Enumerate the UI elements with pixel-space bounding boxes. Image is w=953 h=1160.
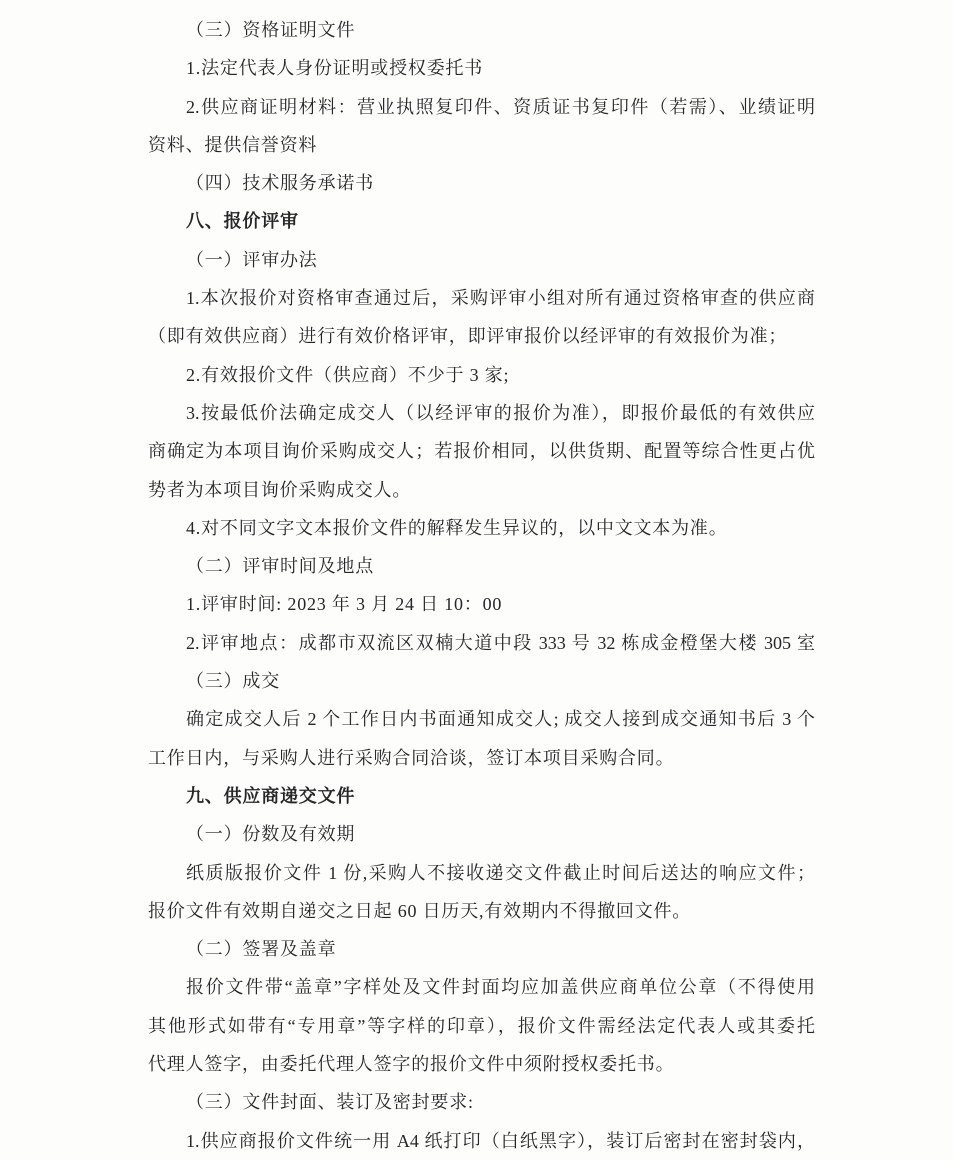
heading-2-evaluation-time-place: （二）评审时间及地点 xyxy=(186,556,374,577)
seal-requirements-line3: 代理人签字，由委托代理人签字的报价文件中须附授权委托书。 xyxy=(148,1054,675,1075)
section-9-supplier-submission-title: 九、供应商递交文件 xyxy=(186,785,356,806)
item-2-supplier-materials-line2: 资料、提供信誉资料 xyxy=(148,134,318,155)
item-1-legal-rep-id: 1.法定代表人身份证明或授权委托书 xyxy=(186,58,484,79)
document-body xyxy=(148,11,815,1160)
heading-1-evaluation-method: （一）评审办法 xyxy=(186,249,318,270)
clause-3-lowest-price-line3: 势者为本项目询价采购成交人。 xyxy=(148,479,412,500)
clause-4-chinese-text-prevails: 4.对不同文字文本报价文件的解释发生异议的，以中文文本为准。 xyxy=(186,517,728,538)
clause-2-min-three-suppliers: 2.有效报价文件（供应商）不少于 3 家; xyxy=(186,364,510,385)
copies-validity-line2: 报价文件有效期自递交之日起 60 日历天,有效期内不得撤回文件。 xyxy=(148,900,692,921)
heading-3-qualification-documents: （三）资格证明文件 xyxy=(186,20,356,40)
heading-2-signature-seal: （二）签署及盖章 xyxy=(186,939,337,960)
clause-3-lowest-price-line1: 3.按最低价法确定成交人（以经评审的报价为准），即报价最低的有效供应 xyxy=(186,402,815,423)
heading-3-award: （三）成交 xyxy=(186,671,280,692)
item-1-a4-printing: 1.供应商报价文件统一用 A4 纸打印（白纸黑字），装订后密封在密封袋内， xyxy=(186,1130,815,1151)
clause-1-evaluation-line2: （即有效供应商）进行有效价格评审，即评审报价以经评审的有效报价为准； xyxy=(148,326,788,347)
copies-validity-line1: 纸质版报价文件 1 份,采购人不接收递交文件截止时间后送达的响应文件； xyxy=(186,862,815,883)
seal-requirements-line2: 其他形式如带有“专用章”等字样的印章），报价文件需经法定代表人或其委托 xyxy=(148,1015,815,1036)
award-notice-line2: 工作日内，与采购人进行采购合同洽谈，签订本项目采购合同。 xyxy=(148,747,675,768)
heading-3-cover-binding-sealing: （三）文件封面、装订及密封要求: xyxy=(186,1092,474,1113)
item-2-supplier-materials-line1: 2.供应商证明材料：营业执照复印件、资质证书复印件（若需）、业绩证明 xyxy=(186,96,815,117)
seal-requirements-line1: 报价文件带“盖章”字样处及文件封面均应加盖供应商单位公章（不得使用 xyxy=(186,977,815,998)
item-2-evaluation-place: 2.评审地点：成都市双流区双楠大道中段 333 号 32 栋成金橙堡大楼 305 室 xyxy=(186,632,815,653)
section-8-quote-evaluation-title: 八、报价评审 xyxy=(186,211,299,232)
award-notice-line1: 确定成交人后 2 个工作日内书面通知成交人; 成交人接到成交通知书后 3 个 xyxy=(186,709,815,730)
clause-3-lowest-price-line2: 商确定为本项目询价采购成交人；若报价相同，以供货期、配置等综合性更占优 xyxy=(148,441,815,462)
heading-1-copies-validity: （一）份数及有效期 xyxy=(186,824,356,845)
heading-4-tech-service-commitment: （四）技术服务承诺书 xyxy=(186,173,374,194)
item-1-evaluation-time: 1.评审时间: 2023 年 3 月 24 日 10：00 xyxy=(186,594,503,615)
clause-1-evaluation-line1: 1.本次报价对资格审查通过后，采购评审小组对所有通过资格审查的供应商 xyxy=(186,288,815,309)
